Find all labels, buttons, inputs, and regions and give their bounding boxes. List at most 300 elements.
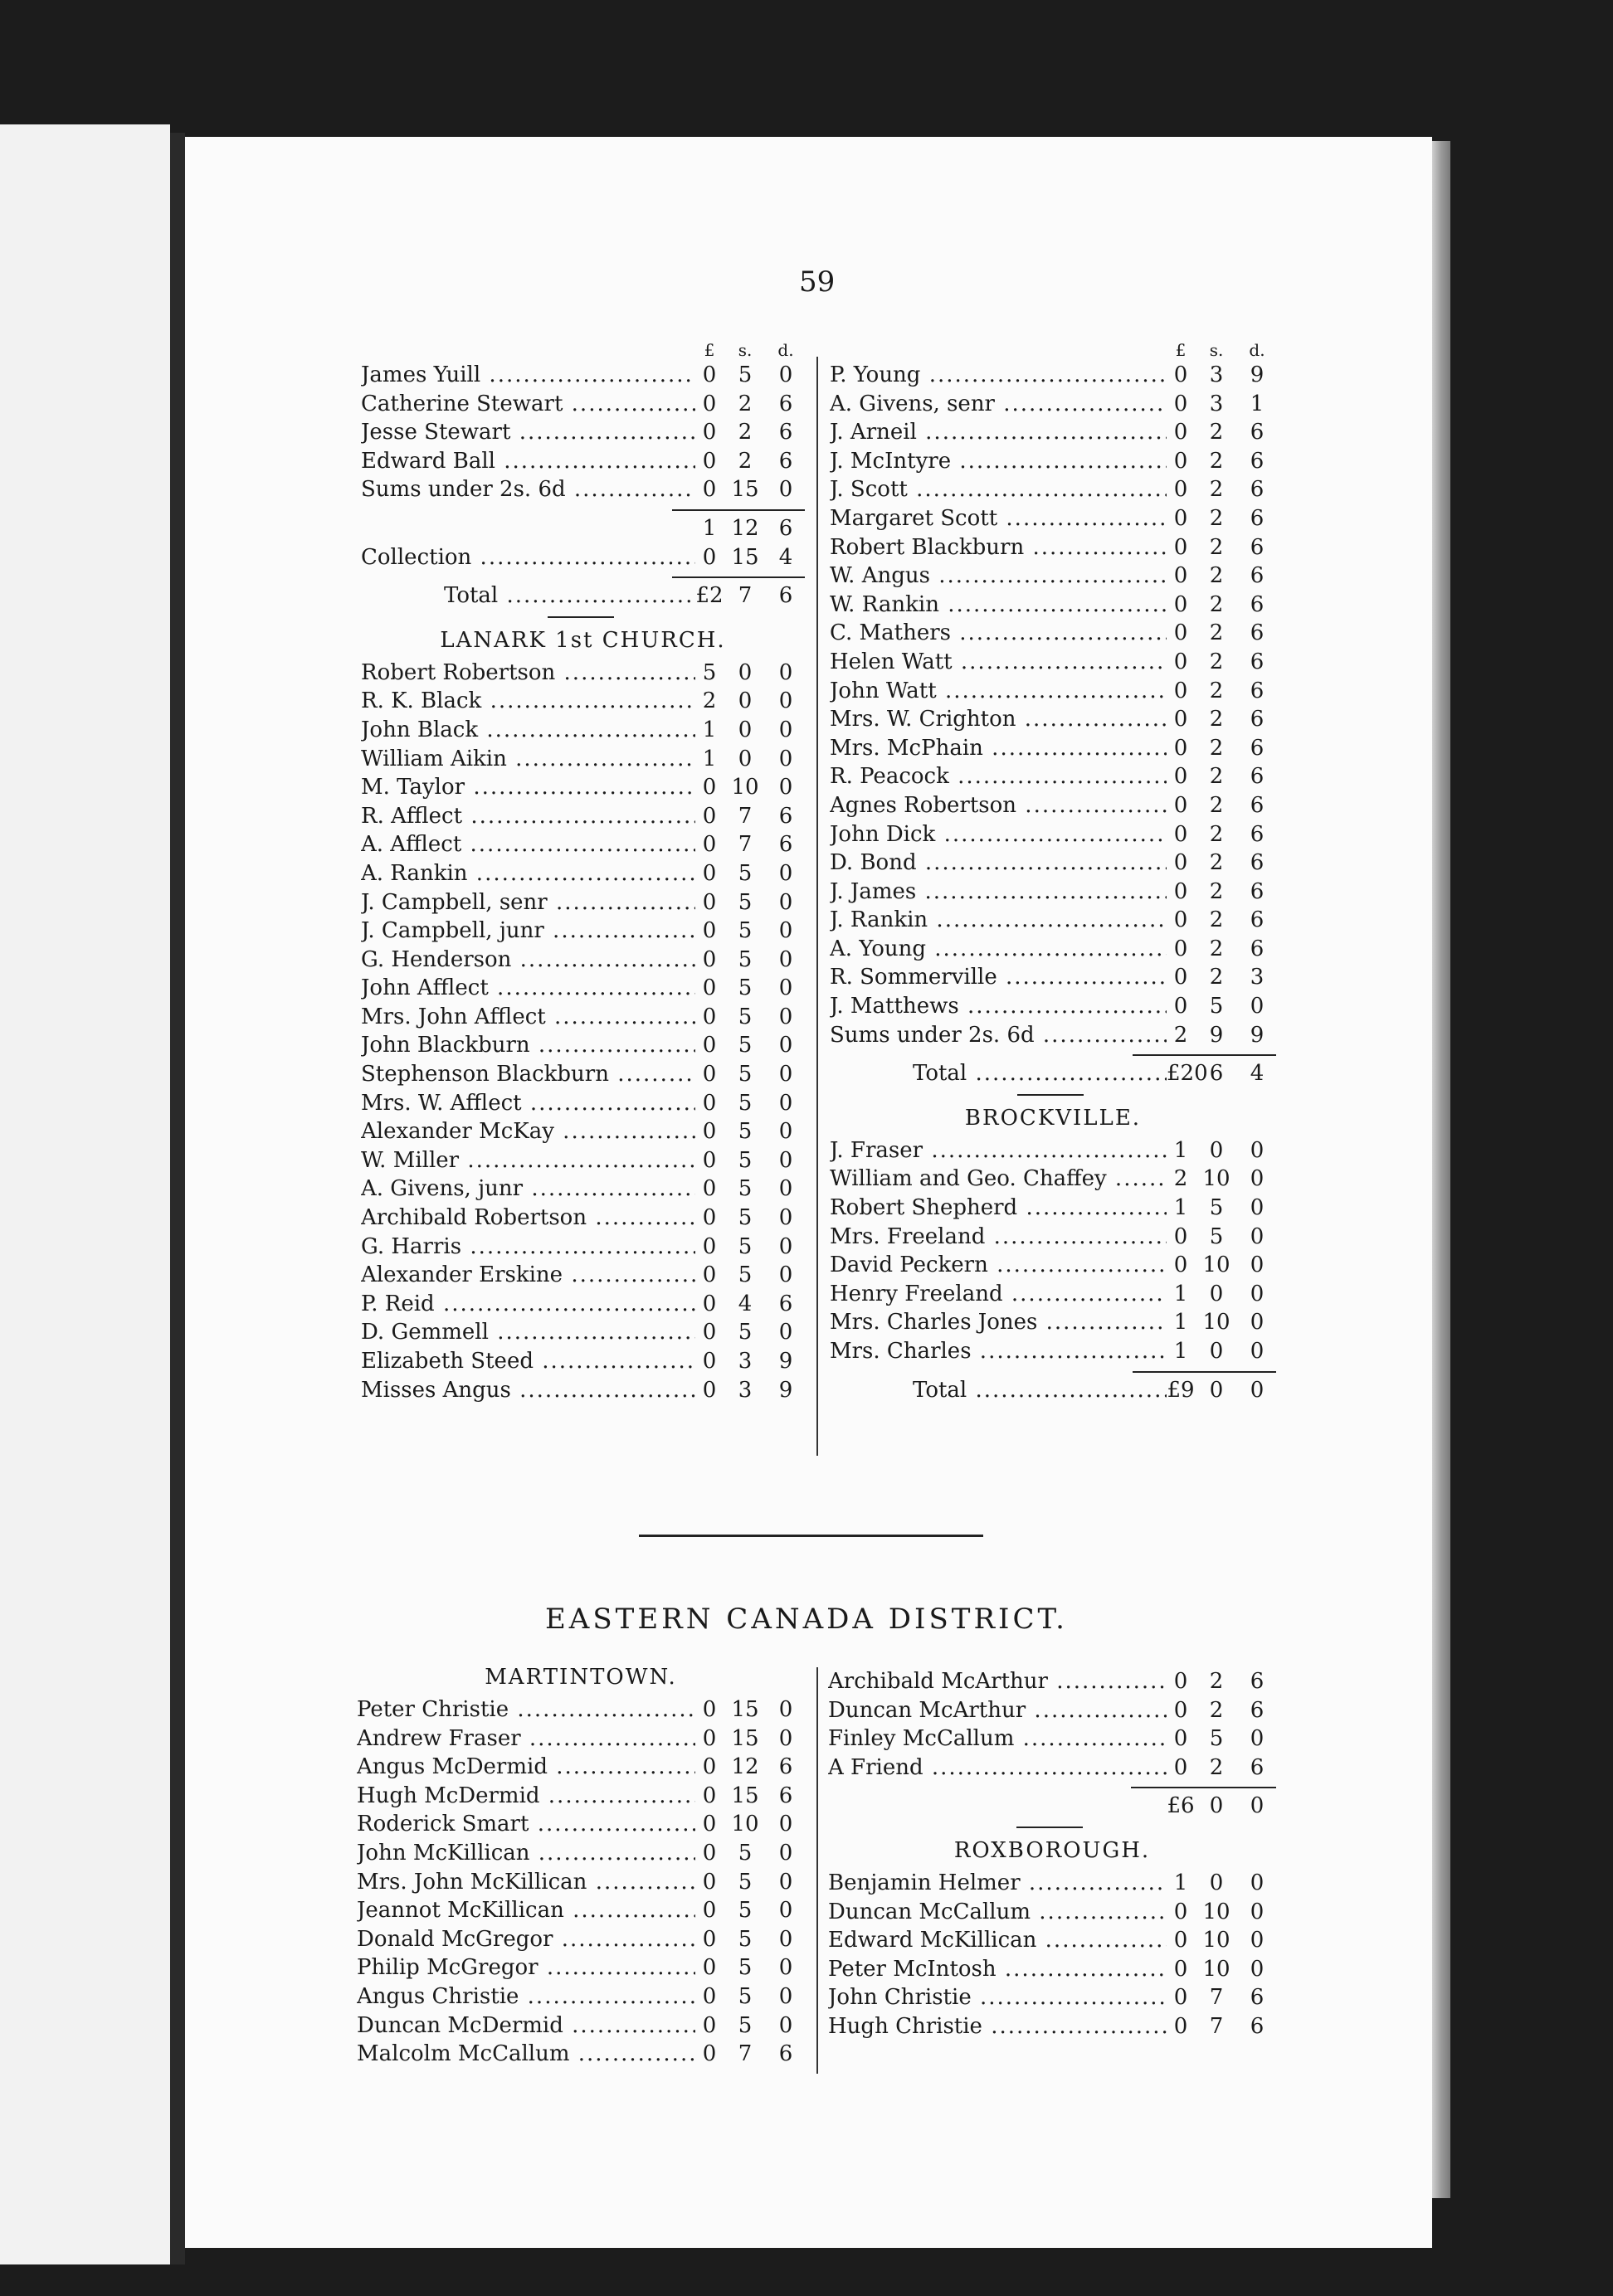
- shillings-value: 12: [731, 1754, 759, 1780]
- shillings-value: 5: [738, 1205, 753, 1231]
- shillings-value: 5: [738, 1090, 753, 1116]
- shillings-value: 7: [1209, 1985, 1224, 2011]
- pounds-value: 0: [702, 1033, 717, 1058]
- pounds-value: 0: [1173, 420, 1188, 445]
- pence-value: 0: [778, 1955, 793, 1981]
- pounds-value: 1: [1173, 1281, 1188, 1306]
- contributor-row: [830, 418, 1276, 447]
- contributor-name: Margaret Scott .....: [830, 504, 1167, 533]
- pounds-value: 0: [702, 1147, 717, 1173]
- shillings-value: 2: [1209, 764, 1224, 790]
- shillings-value: 2: [1209, 448, 1224, 474]
- contributor-name: Duncan McDermid .....: [357, 2011, 695, 2041]
- shillings-value: 5: [738, 860, 753, 886]
- pounds-value: 1: [1173, 1137, 1188, 1163]
- contributor-row: [830, 762, 1276, 791]
- pence-value: 6: [1250, 678, 1265, 703]
- contributor-name: Helen Watt .....: [830, 648, 1167, 677]
- shillings-value: 2: [1209, 505, 1224, 531]
- shillings-value: 10: [1202, 1310, 1230, 1335]
- shillings-value: 5: [738, 1176, 753, 1202]
- pence-value: 6: [778, 1754, 793, 1780]
- contributor-row: [830, 1337, 1276, 1366]
- shillings-value: 7: [738, 2041, 753, 2067]
- contributor-row: [361, 1204, 805, 1233]
- contributor-row: [830, 906, 1276, 935]
- contributor-row: [361, 1117, 805, 1146]
- contributor-row: [830, 1308, 1276, 1337]
- pence-value: 6: [1250, 878, 1265, 904]
- pence-value: 0: [1250, 1195, 1265, 1221]
- contributor-name: Hugh McDermid .....: [357, 1782, 695, 1811]
- contributor-name: Alexander Erskine .....: [361, 1261, 695, 1290]
- shillings-value: 5: [1209, 994, 1224, 1019]
- shillings-value: 0: [1209, 1339, 1224, 1364]
- martintown-list: [357, 1695, 805, 2069]
- contributor-row: [830, 1136, 1276, 1165]
- contributor-row: [357, 1839, 805, 1868]
- pence-value: 6: [778, 2041, 793, 2067]
- contributor-row: [357, 1925, 805, 1954]
- shillings-value: 10: [1202, 1956, 1230, 1982]
- pounds-value: 0: [702, 946, 717, 972]
- contributor-name: Mrs. Charles .....: [830, 1337, 1167, 1366]
- pounds-value: 0: [702, 918, 717, 944]
- column-divider: [816, 357, 818, 1456]
- pence-value: 0: [778, 477, 793, 503]
- upper-right-column: [830, 336, 1276, 1404]
- pounds-value: 0: [1173, 2013, 1188, 2039]
- shillings-value: 2: [1209, 420, 1224, 445]
- pence-value: 0: [1250, 1899, 1265, 1924]
- pence-value: 6: [1250, 2013, 1265, 2039]
- contributor-row: [830, 677, 1276, 706]
- contributor-row: [830, 619, 1276, 648]
- contributor-name: Angus Christie .....: [357, 1982, 695, 2011]
- contributor-row: [361, 802, 805, 831]
- pounds-value: 0: [702, 1812, 717, 1837]
- pence-value: 6: [1250, 1985, 1265, 2011]
- lanark-first-church-list: [361, 659, 805, 1404]
- pence-value: 0: [1250, 1166, 1265, 1192]
- pence-value: 0: [1250, 1137, 1265, 1163]
- pence-value: 0: [1250, 994, 1265, 1019]
- contributor-name: John Blackburn .....: [361, 1031, 695, 1060]
- column-headers: [361, 336, 805, 361]
- contributor-row: [830, 963, 1276, 992]
- contributor-row: [361, 447, 805, 476]
- pence-value: 6: [1250, 591, 1265, 617]
- contributor-row: [830, 447, 1276, 476]
- contributor-row: [830, 1251, 1276, 1280]
- pounds-value: 0: [1173, 1223, 1188, 1249]
- shillings-value: 2: [1209, 936, 1224, 961]
- contributor-name: J. Campbell, junr .....: [361, 917, 695, 946]
- contributor-row: [828, 1983, 1276, 2012]
- shillings-value: 2: [1209, 965, 1224, 990]
- contributor-row: [830, 705, 1276, 734]
- pounds-value: 0: [702, 832, 717, 858]
- contributor-name: R. Afflect .....: [361, 802, 695, 831]
- shillings-value: 0: [1209, 1870, 1224, 1895]
- pence-value: 6: [778, 448, 793, 474]
- pence-value: 6: [1250, 792, 1265, 818]
- pounds-value: 5: [702, 659, 717, 685]
- shillings-value: 3: [738, 1377, 753, 1403]
- shillings-value: 5: [738, 1926, 753, 1952]
- contributor-row: [361, 946, 805, 975]
- contributor-row: [357, 1753, 805, 1782]
- contributor-row: [361, 773, 805, 802]
- pounds-value: 0: [702, 391, 717, 416]
- pounds-value: 0: [1173, 965, 1188, 990]
- pence-value: 0: [778, 1205, 793, 1231]
- pence-value: 6: [1250, 1669, 1265, 1694]
- shillings-value: 2: [1209, 649, 1224, 674]
- contributor-row: [361, 1089, 805, 1118]
- contributor-row: [361, 418, 805, 447]
- pounds-value: 1: [1173, 1339, 1188, 1364]
- pounds-value: 0: [702, 1725, 717, 1751]
- shillings-value: 4: [738, 1291, 753, 1316]
- contributor-name: Angus McDermid .....: [357, 1753, 695, 1782]
- shillings-value: 5: [1209, 1195, 1224, 1221]
- contributor-name: Robert Blackburn .....: [830, 533, 1167, 562]
- pounds-value: 0: [1173, 1928, 1188, 1953]
- district-divider-rule: [639, 1535, 983, 1537]
- book-spine: [170, 133, 185, 2264]
- shillings-value: 10: [1202, 1928, 1230, 1953]
- pounds-value: 0: [702, 1320, 717, 1345]
- contributor-name: J. Fraser .....: [830, 1136, 1167, 1165]
- pence-value: 6: [1250, 936, 1265, 961]
- shillings-value: 5: [738, 1898, 753, 1924]
- pounds-value: 0: [702, 975, 717, 1001]
- shillings-value: 2: [1209, 1669, 1224, 1694]
- contributor-row: [830, 361, 1276, 390]
- contributor-row: [361, 475, 805, 504]
- martintown-total-row: £6 0 0: [1167, 1793, 1265, 1819]
- contributor-name: Mrs. W. Crighton .....: [830, 705, 1167, 734]
- contributor-name: Duncan McArthur .....: [828, 1696, 1167, 1725]
- pence-value: 9: [778, 1349, 793, 1374]
- pounds-value: 0: [1173, 821, 1188, 847]
- pence-value: 0: [1250, 1310, 1265, 1335]
- contributor-name: Mrs. W. Afflect .....: [361, 1089, 695, 1118]
- pence-value: 0: [778, 860, 793, 886]
- shillings-value: 0: [738, 746, 753, 771]
- contributor-name: Sums under 2s. 6d .....: [830, 1021, 1167, 1050]
- pounds-value: 0: [1173, 534, 1188, 560]
- pounds-value: 0: [1173, 764, 1188, 790]
- contributor-name: Misses Angus .....: [361, 1376, 695, 1405]
- contributor-row: [830, 1165, 1276, 1194]
- pounds-value: 0: [1173, 563, 1188, 589]
- pence-value: 6: [778, 391, 793, 416]
- pounds-value: 0: [1173, 735, 1188, 761]
- contributor-row: [357, 2040, 805, 2069]
- pence-value: 6: [1250, 534, 1265, 560]
- right-total-row: Total ..... £20 6 4: [830, 1059, 1276, 1088]
- roxborough-heading: ROXBOROUGH.: [953, 1837, 1151, 1863]
- contributor-name: G. Harris .....: [361, 1233, 695, 1262]
- pence-value: 6: [1250, 448, 1265, 474]
- shillings-value: 2: [1209, 878, 1224, 904]
- pounds-value: 1: [702, 717, 717, 742]
- contributor-name: P. Young .....: [830, 361, 1167, 390]
- pence-value: 6: [1250, 620, 1265, 646]
- contributor-row: [361, 1261, 805, 1290]
- right-contributors-list: [830, 361, 1276, 1049]
- contributor-name: A. Givens, junr .....: [361, 1175, 695, 1204]
- pence-value: 6: [1250, 735, 1265, 761]
- contributor-row: [830, 935, 1276, 964]
- contributor-name: Mrs. McPhain .....: [830, 734, 1167, 763]
- contributor-name: Alexander McKay .....: [361, 1117, 695, 1146]
- contributor-row: [361, 974, 805, 1003]
- contributor-name: Peter Christie .....: [357, 1695, 695, 1724]
- pence-value: 0: [1250, 1928, 1265, 1953]
- contributor-name: G. Henderson .....: [361, 946, 695, 975]
- sum-rule: [361, 504, 805, 514]
- contributor-row: [830, 562, 1276, 591]
- shillings-value: 10: [731, 1812, 759, 1837]
- pence-value: 0: [1250, 1253, 1265, 1278]
- contributor-name: A Friend .....: [828, 1754, 1167, 1783]
- pounds-value: 0: [1173, 1253, 1188, 1278]
- contributor-row: [357, 2011, 805, 2041]
- pounds-value: 0: [702, 1840, 717, 1866]
- pounds-value: 0: [702, 420, 717, 445]
- shillings-value: 5: [738, 362, 753, 387]
- contributor-row: [828, 1926, 1276, 1955]
- lower-right-column: [828, 1667, 1276, 2041]
- shillings-value: 5: [738, 1119, 753, 1145]
- pounds-value: 0: [702, 1955, 717, 1981]
- pounds-value: 0: [702, 1262, 717, 1288]
- pence-value: 6: [778, 420, 793, 445]
- shillings-value: 2: [1209, 850, 1224, 876]
- pence-value: 0: [778, 1926, 793, 1952]
- pounds-value: 0: [702, 1783, 717, 1808]
- pence-value: 6: [1250, 821, 1265, 847]
- shillings-value: 5: [738, 1147, 753, 1173]
- brockville-heading: BROCKVILLE.: [964, 1105, 1142, 1131]
- contributor-row: [830, 992, 1276, 1021]
- contributor-row: [830, 475, 1276, 504]
- pounds-value: 0: [702, 477, 717, 503]
- pounds-value: 0: [1173, 362, 1188, 387]
- contributor-row: [830, 591, 1276, 620]
- contributor-name: A. Afflect .....: [361, 830, 695, 859]
- shillings-value: 2: [1209, 735, 1224, 761]
- shillings-value: 2: [1209, 563, 1224, 589]
- contributor-row: [830, 1194, 1276, 1223]
- pounds-value: 0: [1173, 707, 1188, 732]
- contributor-name: John McKillican .....: [357, 1839, 695, 1868]
- shillings-value: 0: [738, 659, 753, 685]
- lower-left-column: [357, 1659, 805, 2069]
- contributor-name: P. Reid .....: [361, 1290, 695, 1319]
- contributor-name: Hugh Christie .....: [828, 2012, 1167, 2041]
- pounds-value: 1: [1173, 1195, 1188, 1221]
- pounds-value: 0: [702, 1754, 717, 1780]
- shillings-value: 15: [731, 1725, 759, 1751]
- shillings-value: 7: [738, 832, 753, 858]
- contributor-name: Sums under 2s. 6d .....: [361, 475, 695, 504]
- pence-value: 0: [778, 659, 793, 685]
- contributor-name: Edward Ball .....: [361, 447, 695, 476]
- contributor-row: [361, 859, 805, 888]
- contributor-row: [828, 1955, 1276, 1984]
- contributor-name: J. Campbell, senr .....: [361, 888, 695, 917]
- pence-value: 6: [1250, 1754, 1265, 1780]
- pence-value: 0: [778, 1090, 793, 1116]
- contributor-name: Mrs. Charles Jones .....: [830, 1308, 1167, 1337]
- contributor-row: [357, 1782, 805, 1811]
- shillings-value: 2: [1209, 620, 1224, 646]
- contributor-name: David Peckern .....: [830, 1251, 1167, 1280]
- contributor-row: [830, 1223, 1276, 1252]
- brockville-total-row: Total ..... £9 0 0: [830, 1376, 1276, 1405]
- column-headers: £ s. d.: [1175, 340, 1265, 360]
- pounds-value: 0: [1173, 792, 1188, 818]
- pence-value: 6: [1250, 505, 1265, 531]
- contributor-row: [828, 1754, 1276, 1783]
- shillings-value: 5: [738, 1033, 753, 1058]
- pence-value: 0: [1250, 1339, 1265, 1364]
- contributor-row: [830, 734, 1276, 763]
- pence-value: 6: [1250, 850, 1265, 876]
- pence-value: 3: [1250, 965, 1265, 990]
- contributor-row: [361, 917, 805, 946]
- pounds-value: 0: [1173, 1697, 1188, 1723]
- shillings-value: 5: [738, 1955, 753, 1981]
- pounds-header: £: [704, 340, 715, 360]
- pence-value: 0: [778, 746, 793, 771]
- collection-row: Collection ..... 0 15 4: [361, 543, 805, 572]
- contributor-name: Edward McKillican .....: [828, 1926, 1167, 1955]
- total-rule: [830, 1049, 1276, 1059]
- contributor-row: [361, 716, 805, 745]
- contributor-row: [828, 1724, 1276, 1754]
- pence-value: 6: [1250, 420, 1265, 445]
- pounds-value: 0: [702, 803, 717, 829]
- contributor-name: Andrew Fraser .....: [357, 1724, 695, 1754]
- pence-value: 0: [778, 688, 793, 714]
- page-number: 59: [799, 265, 836, 299]
- pounds-value: 0: [1173, 477, 1188, 503]
- contributor-name: Mrs. John Afflect .....: [361, 1003, 695, 1032]
- contributor-name: R. Peacock .....: [830, 762, 1167, 791]
- contributor-row: [830, 1021, 1276, 1050]
- pence-value: 0: [1250, 1281, 1265, 1306]
- pence-value: 0: [778, 1725, 793, 1751]
- contributor-name: A. Young .....: [830, 935, 1167, 964]
- contributor-row: [361, 1290, 805, 1319]
- contributor-name: John Dick .....: [830, 820, 1167, 849]
- contributor-name: A. Rankin .....: [361, 859, 695, 888]
- contributor-row: [830, 878, 1276, 907]
- contributor-name: Mrs. Freeland .....: [830, 1223, 1167, 1252]
- shillings-value: 5: [738, 1004, 753, 1029]
- pence-value: 6: [778, 832, 793, 858]
- shillings-value: 15: [731, 477, 759, 503]
- contributor-row: [830, 820, 1276, 849]
- shillings-value: 2: [1209, 534, 1224, 560]
- shillings-header: s.: [738, 340, 753, 360]
- contributor-name: W. Angus .....: [830, 562, 1167, 591]
- contributor-name: R. K. Black .....: [361, 687, 695, 716]
- lanark-top-list: [361, 361, 805, 504]
- pounds-value: 0: [1173, 1956, 1188, 1982]
- pence-value: 0: [778, 775, 793, 800]
- contributor-name: Mrs. John McKillican .....: [357, 1868, 695, 1897]
- contributor-name: J. Matthews .....: [830, 992, 1167, 1021]
- contributor-name: John Afflect .....: [361, 974, 695, 1003]
- pence-value: 6: [1250, 563, 1265, 589]
- contributor-name: Donald McGregor .....: [357, 1925, 695, 1954]
- pounds-value: 0: [702, 1004, 717, 1029]
- pence-value: 0: [778, 1233, 793, 1259]
- lanark-total-row: Total ..... £2 7 6: [361, 581, 805, 610]
- pence-value: 1: [1250, 391, 1265, 416]
- pounds-value: 0: [1173, 620, 1188, 646]
- contributor-row: [830, 390, 1276, 419]
- contributor-row: [361, 1175, 805, 1204]
- pounds-value: 0: [1173, 1726, 1188, 1752]
- pence-value: 0: [778, 889, 793, 915]
- shillings-value: 0: [738, 717, 753, 742]
- pence-value: 0: [778, 1033, 793, 1058]
- pounds-value: 0: [1173, 448, 1188, 474]
- pence-value: 6: [1250, 707, 1265, 732]
- contributor-row: [357, 1724, 805, 1754]
- contributor-name: Jesse Stewart .....: [361, 418, 695, 447]
- shillings-value: 9: [1209, 1022, 1224, 1048]
- contributor-row: [357, 1896, 805, 1925]
- shillings-value: 10: [731, 775, 759, 800]
- contributor-name: Duncan McCallum .....: [828, 1898, 1167, 1927]
- left-page-edge: [0, 124, 170, 2264]
- shillings-value: 5: [738, 1320, 753, 1345]
- pounds-value: 0: [1173, 678, 1188, 703]
- shillings-value: 5: [738, 946, 753, 972]
- pounds-value: 0: [702, 1233, 717, 1259]
- contributor-row: [361, 659, 805, 688]
- pounds-value: 0: [702, 889, 717, 915]
- contributor-row: [830, 791, 1276, 820]
- pence-value: 0: [778, 1262, 793, 1288]
- pence-value: 6: [778, 803, 793, 829]
- pence-value: 0: [778, 1004, 793, 1029]
- contributor-name: Agnes Robertson .....: [830, 791, 1167, 820]
- contributor-row: [830, 1280, 1276, 1309]
- contributor-name: J. McIntyre .....: [830, 447, 1167, 476]
- district-heading: EASTERN CANADA DISTRICT.: [544, 1603, 1068, 1636]
- martintown-heading: MARTINTOWN.: [485, 1665, 677, 1690]
- shillings-value: 2: [1209, 1754, 1224, 1780]
- contributor-row: [357, 1982, 805, 2011]
- shillings-value: 5: [738, 1869, 753, 1895]
- shillings-value: 2: [1209, 907, 1224, 933]
- contributor-name: Peter McIntosh .....: [828, 1955, 1167, 1984]
- contributor-name: Archibald McArthur .....: [828, 1667, 1167, 1696]
- pence-value: 6: [1250, 477, 1265, 503]
- pounds-value: 2: [702, 688, 717, 714]
- contributor-row: [361, 361, 805, 390]
- pounds-value: 0: [1173, 936, 1188, 961]
